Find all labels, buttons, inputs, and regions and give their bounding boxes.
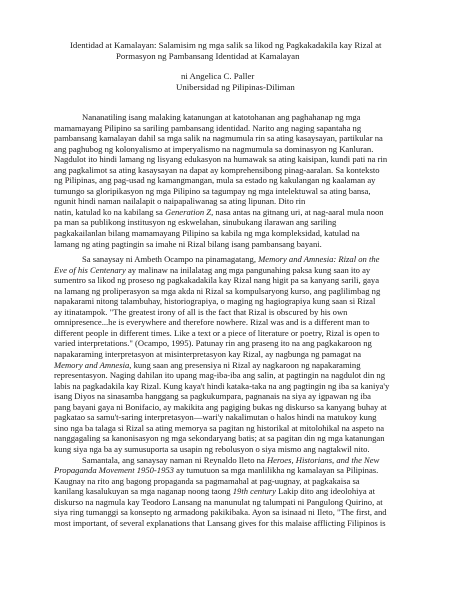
text-line: isang Diyos na sinasamba hanggang sa pagkukumpara, pagnanais na siya ay igpawan ng iba	[54, 391, 371, 402]
text-line: different people in different times. Like a text or a piece of literature or poetry, Rizal is open to	[54, 327, 380, 338]
text-line: kung siya nga ba ay sumusuporta sa usapin ng rebolusyon o siya mismo ang nagtakwil nito.	[54, 443, 370, 454]
text-line: omnipresence...he is everywhere and therefore nowhere. Rizal was and is a different man to	[54, 317, 370, 328]
text-line: mamamayang Pilipino sa sariling pambansang identidad. Narito ang naging sapantaha ng	[54, 122, 362, 133]
text-line: lamang ng ating pagtingin sa imahe ni Rizal bilang isang pambansang bayani.	[54, 238, 322, 249]
author-block	[176, 71, 295, 93]
text-line: sino nga ba talaga si Rizal sa ating memorya sa pagitan ng historikal at mitolohikal na aspeto na	[54, 422, 385, 433]
text-line: Sa sanaysay ni Ambeth Ocampo na pinamagatang, Memory and Amnesia: Rizal on the	[82, 254, 380, 265]
title-line-1: Identidad at Kamalayan: Salamisim ng mga salik sa likod ng Pagkakadakila kay Rizal at	[70, 40, 382, 50]
text-line: pagkatao sa samu't-saring interpretasyon—wari'y nakalimutan o halos hindi na matukoy kung	[54, 412, 377, 423]
paragraph	[54, 455, 424, 529]
paragraph	[54, 112, 424, 249]
text-line: siya ring tumanggi sa konsepto ng armadong pakikibaka. Ayon sa isinaad ni Ileto, "The first, and	[54, 507, 387, 518]
text-line: labis na pagkadakila kay Rizal. Kung kaya't hindi kataka-taka na ang pagtingin ng iba sa kaniya'y	[54, 380, 390, 391]
text-line: ang paghubog ng kolonyalismo at imperyalismo na nagmumula sa dominasyon ng Kanluran.	[54, 143, 374, 154]
text-line: diskurso na nagmula kay Teodoro Lansang na manunulat ng talumpati ni Pangulong Quirino, at	[54, 496, 383, 507]
document-title	[70, 40, 410, 62]
text-line: most important, of several explanations that Lansang gives for this malaise afflicting Filipinos is	[54, 517, 386, 528]
text-line: pambansang kamalayan dahil sa mga salik na nagmumula rin sa ating kasaysayan, partikular na	[54, 133, 383, 144]
text-line: pagkakailanlan bilang mamamayang Pilipino sa kabila ng mga kompleksidad, katulad na	[54, 228, 360, 239]
text-line: pang bayani gaya ni Bonifacio, ay makikita ang pagiging bukas ng diskurso sa kanyang buhay at	[54, 401, 387, 412]
text-line: nanggagaling sa kanonisasyon ng mga sekondaryang batis; at sa pagitan din ng mga katanungan	[54, 433, 385, 444]
text-line: ay itinatampok. "The greatest irony of all is the fact that Rizal is obscured by his own	[54, 306, 348, 317]
text-line: Nagdulot ito hindi lamang ng lisyang edukasyon na humawak sa ating kaisipan, kundi pati na rin	[54, 154, 388, 165]
text-line: Eve of his Centenary ay malinaw na inilalatag ang mga pangunahing paksa kung saan ito ay	[54, 264, 371, 275]
text-line: tumungo sa gloripikasyon ng mga Pilipino sa tagumpay ng mga intelektuwal sa ating bansa,	[54, 185, 371, 196]
text-line: napakaraming interpretasyon at misinterpretasyon kay Rizal, ay nagbunga ng pamagat na	[54, 349, 362, 360]
text-line: sumentro sa likod ng proseso ng pagkakadakila kay Rizal nang higit pa sa kanyang sarili, gaya	[54, 275, 380, 286]
text-line: Propaganda Movement 1950-1953 ay tumutuon sa mga manlilikha ng kamalayan sa Pilipinas.	[54, 465, 379, 476]
text-line: kanilang kasalukuyan sa mga naganap noong taong 19th century Lakip dito ang ideolohiya at	[54, 486, 375, 497]
text-line: representasyon. Naging dahilan ito upang mag-iba-iba ang salin, at pagtingin na nagdulot din ng	[54, 370, 386, 381]
text-line: pa man sa publikong institusyon ng eskwelahan, sinubukang ilarawan ang sariling	[54, 217, 337, 228]
text-line: Memory and Amnesia, kung saan ang presensiya ni Rizal ay nagkaroon ng napakaraming	[54, 359, 361, 370]
paragraph	[54, 254, 424, 454]
text-line: Samantala, ang sanaysay naman ni Reynaldo Ileto na Heroes, Historians, and the New	[82, 454, 380, 465]
text-line: na lamang ng proliperasyon sa mga akda ni Rizal sa kompulsaryong kurso, ang paglilimbag ng	[54, 285, 381, 296]
document-body	[54, 112, 424, 528]
text-line: ng Pilipinas, ang pag-usad ng kamangmangan, mula sa estado ng kakulangan ng kaalaman ay	[54, 175, 376, 186]
text-line: napakarami nitong talambuhay, historiograpiya, o maging ng hagiograpiya kung saan si Rizal	[54, 296, 376, 307]
author-affiliation: Unibersidad ng Pilipinas-Diliman	[176, 82, 295, 92]
title-line-2: Pormasyon ng Pambansang Identidad at Kamalayan	[116, 51, 300, 61]
text-line: ngunit hindi naman nailalapit o naipapaliwanag sa ating lipunan. Dito rin	[54, 196, 306, 207]
text-line: ang pagkalimot sa ating kasaysayan na dapat ay komprehensibong pinag-aaralan. Sa konteksto	[54, 164, 380, 175]
text-line: Kaugnay na rito ang bagong propaganda sa pagmamahal at pag-uugnay, at pagkakaisa sa	[54, 475, 360, 486]
author-name: ni Angelica C. Paller	[181, 71, 255, 81]
text-line: varied interpretations." (Ocampo, 1995). Patunay rin ang praseng ito na ang pagkakaroon ng	[54, 338, 372, 349]
text-line: natin, katulad ko na kabilang sa Generation Z, nasa antas na gitnang uri, at nag-aaral mula noon	[54, 206, 384, 217]
text-line: Nananatiling isang malaking katanungan at katotohanan ang paghahanap ng mga	[82, 112, 361, 122]
